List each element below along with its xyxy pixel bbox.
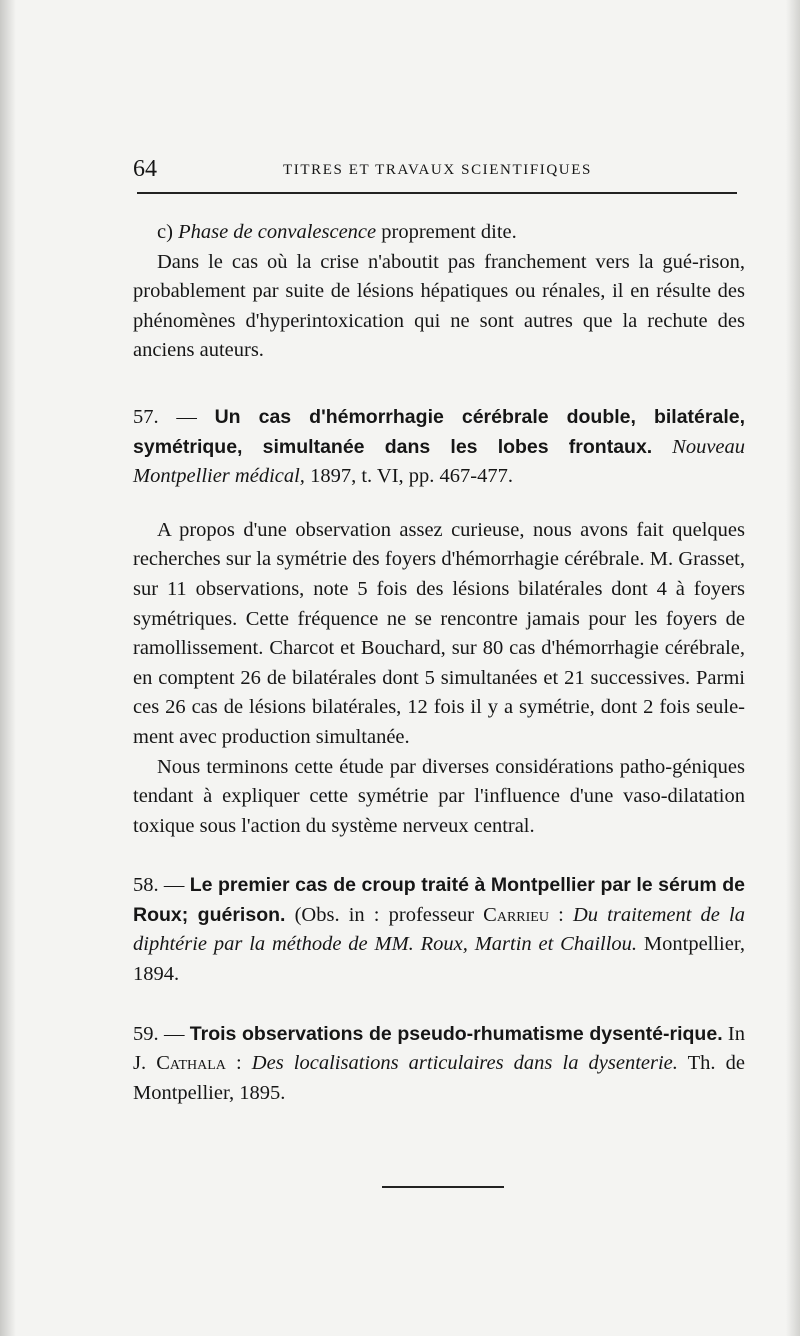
section-c-title-rest: proprement dite.	[376, 221, 517, 243]
running-title: TITRES ET TRAVAUX SCIENTIFIQUES	[283, 162, 592, 178]
entry-58-details: Montpellier, 1894.	[133, 933, 745, 986]
entry-58	[133, 871, 745, 989]
spacer	[133, 841, 745, 871]
entry-57-journal: Nouveau Montpellier médical,	[133, 435, 746, 488]
entry-58-author: Carrieu	[483, 903, 549, 926]
spacer	[133, 492, 745, 516]
entry-59-colon: :	[225, 1052, 252, 1075]
entry-57-title: Un cas d'hémorrhagie cérébrale double, bilatérale, symétrique, simultanée dans les lobes frontaux.	[133, 405, 745, 458]
section-c-title: Phase de convalescence	[178, 221, 377, 243]
entry-58-obs-suffix: :	[548, 903, 573, 926]
entry-59-in-prefix: In J.	[133, 1022, 746, 1075]
entry-58-work: Du traitement de la diphtérie par la méthode de MM. Roux, Martin et Chaillou.	[133, 903, 745, 956]
spacer	[133, 366, 745, 403]
section-c-paragraph: Dans le cas où la crise n'aboutit pas franchement vers la gué-rison, probablement par suite de lésions hépatiques ou rénales, il en résulte des phénomènes d'hyperintoxication qui ne sont autres que la rechute des anciens auteurs.	[133, 250, 745, 362]
end-rule	[382, 1186, 504, 1188]
page-edge-shadow-left	[0, 0, 16, 1336]
entry-57-paragraph-2: Nous terminons cette étude par diverses considérations patho-géniques tendant à expliquer cette symétrie par l'influence d'une vaso-dilatation toxique sous l'action du système nerveux central.	[133, 755, 745, 837]
section-c-label: c)	[157, 221, 173, 243]
entry-57-number: 57. —	[133, 405, 197, 428]
entry-58-number: 58. —	[133, 874, 185, 897]
entry-59-title: Trois observations de pseudo-rhumatisme dysenté-rique.	[189, 1022, 723, 1045]
page-header	[133, 152, 739, 186]
page-body	[133, 218, 745, 1108]
entry-57-details: 1897, t. VI, pp. 467-477.	[304, 465, 513, 488]
page-edge-shadow-right	[786, 0, 800, 1336]
entry-59-details: Th. de Montpellier, 1895.	[133, 1052, 746, 1104]
entry-59-number: 59. —	[133, 1022, 185, 1045]
spacer	[133, 990, 745, 1020]
entry-57	[133, 403, 745, 492]
entry-58-title: Le premier cas de croup traité à Montpellier par le sérum de Roux; guérison.	[133, 874, 746, 926]
header-rule	[137, 192, 737, 194]
entry-59-work: Des localisations articulaires dans la dysenterie.	[251, 1052, 678, 1075]
entry-59-author: Cathala	[156, 1052, 226, 1075]
page-number: 64	[133, 156, 157, 182]
entry-59	[133, 1020, 745, 1109]
entry-58-obs-prefix: (Obs. in : professeur	[285, 903, 484, 926]
entry-57-paragraph-1: A propos d'une observation assez curieuse, nous avons fait quelques recherches sur la symétrie des foyers d'hémorrhagie cérébrale. M. Grasset, sur 11 observations, note 5 fois des lésions bilatérales dont 4 à foyers symétriques. Cette fréquence ne se rencontre jamais pour les foyers de ramollissement. Charcot et Bouchard, sur 80 cas d'hémorrhagie cérébrale, en comptent 26 de bilatérales dont 5 simultanées et 21 successives. Parmi ces 26 cas de lésions bilatérales, 12 fois il y a symétrie, dont 2 fois seule-ment avec production simultanée.	[133, 518, 745, 748]
section-c-heading	[133, 218, 745, 248]
